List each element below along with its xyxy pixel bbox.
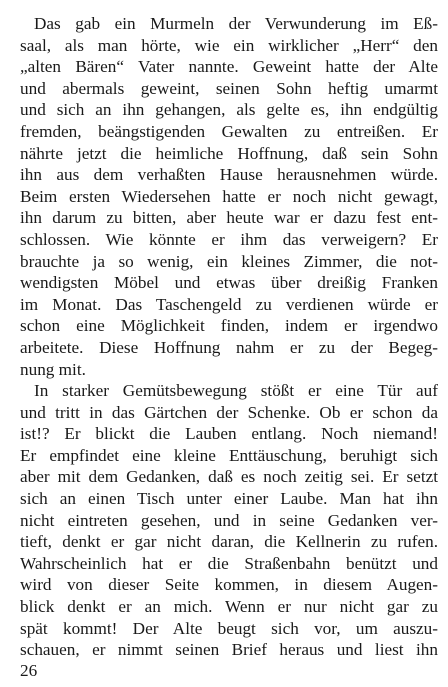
text-line: schon eine Möglichkeit finden, indem er irgendwo xyxy=(20,316,438,336)
text-line: saal, als man hörte, wie ein wirklicher „Herr“ den xyxy=(20,35,438,55)
text-line: brauchte ja so wenig, ein kleines Zimmer, die not- xyxy=(20,251,438,271)
text-body xyxy=(20,13,438,661)
text-line: aber mit dem Gedanken, daß es noch zeitig sei. Er setzt xyxy=(20,467,438,487)
text-line: nung mit. xyxy=(20,359,86,379)
text-line: wird von dieser Seite kommen, in diesem Augen- xyxy=(20,575,438,595)
text-line: tieft, denkt er gar nicht daran, die Kellnerin zu rufen. xyxy=(20,532,438,552)
text-line: Er empfindet eine kleine Enttäuschung, beruhigt sich xyxy=(20,445,438,465)
text-line: im Monat. Das Taschengeld zu verdienen würde er xyxy=(20,294,438,314)
text-line: Das gab ein Murmeln der Verwunderung im Eß- xyxy=(34,14,438,33)
text-line: nährte jetzt die heimliche Hoffnung, daß sein Sohn xyxy=(20,143,438,163)
text-line: schauen, er nimmt seinen Brief heraus und liest ihn xyxy=(20,640,438,660)
text-line: nicht eintreten gesehen, und in seine Gedanken ver- xyxy=(20,510,438,530)
text-line: In starker Gemütsbewegung stößt er eine Tür auf xyxy=(34,381,438,401)
text-line: schlossen. Wie könnte er ihm das verweigern? Er xyxy=(20,229,438,249)
text-line: fremden, beängstigenden Gewalten zu entreißen. Er xyxy=(20,121,438,141)
text-line: „alten Bären“ Vater nannte. Geweint hatte der Alte xyxy=(20,57,438,77)
text-line: blick denkt er an mich. Wenn er nur nicht gar zu xyxy=(20,597,438,617)
text-line: ihn aus dem verhaßten Hause herausnehmen würde. xyxy=(20,165,438,185)
paragraph xyxy=(20,13,438,380)
text-line: arbeitete. Diese Hoffnung nahm er zu der Begeg- xyxy=(20,337,438,357)
text-line: und sich an ihn gehangen, als gelte es, ihn endgültig xyxy=(20,100,438,120)
text-line: Beim ersten Wiedersehen hatte er noch nicht gewagt, xyxy=(20,186,438,206)
page-number: 26 xyxy=(20,661,38,680)
text-line: wendigsten Möbel und etwas über dreißig Franken xyxy=(20,273,438,293)
text-line: und tritt in das Gärtchen der Schenke. Ob er schon da xyxy=(20,402,438,422)
text-line: und abermals geweint, seinen Sohn heftig umarmt xyxy=(20,78,438,98)
text-line: sich an einen Tisch unter einer Laube. Man hat ihn xyxy=(20,489,438,509)
text-line: Wahrscheinlich hat er die Straßenbahn benützt und xyxy=(20,553,438,573)
text-line: spät kommt! Der Alte beugt sich vor, um auszu- xyxy=(20,618,438,638)
text-line: ist!? Er blickt die Lauben entlang. Noch niemand! xyxy=(20,424,438,444)
paragraph xyxy=(20,380,438,661)
text-line: ihn darum zu bitten, aber heute war er dazu fest ent- xyxy=(20,208,438,228)
